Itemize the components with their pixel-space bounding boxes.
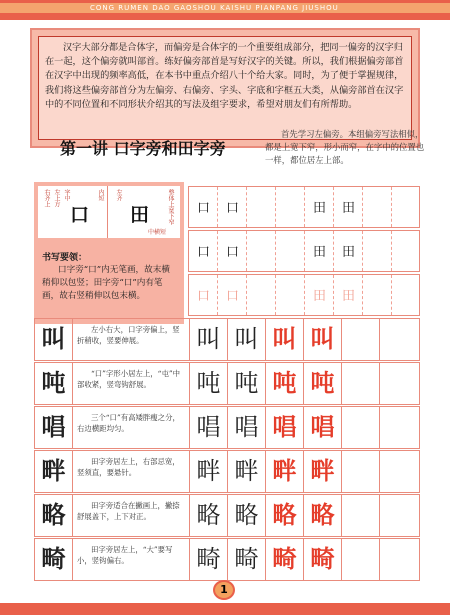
model-char: 唱 — [189, 407, 227, 448]
example-row — [34, 318, 420, 361]
example-desc: 三个“口”有高矮胖瘦之分，右边横距均匀。 — [77, 413, 180, 433]
example-char: 略 — [35, 495, 73, 536]
example-desc: 田字旁适合在撇画上，撇捺舒展盖下，上下对正。 — [77, 501, 180, 521]
model-char: 吨 — [189, 363, 227, 404]
demo-label: 左齐 — [115, 189, 122, 201]
grid-char-trace: 口 — [225, 289, 239, 304]
lesson-tip: 首先学习左偏旁。本组偏旁写法相似，都是上宽下窄，形小而窄，在字中的位置也一样，都位居左上部。 — [265, 129, 425, 165]
practice-grid-row — [188, 274, 420, 316]
demo-label: 字中 — [63, 189, 70, 201]
trace-char: 吨 — [303, 363, 341, 404]
practice-grid-row — [188, 186, 420, 228]
radical-demo — [38, 186, 180, 238]
model-char: 唱 — [227, 407, 265, 448]
demo-char-tian: 田 — [130, 204, 150, 226]
model-char: 吨 — [227, 363, 265, 404]
example-row — [34, 406, 420, 449]
grid-char: 田 — [312, 245, 326, 260]
example-row — [34, 494, 420, 537]
radical-demo-panel — [34, 182, 184, 324]
grid-char: 田 — [312, 201, 326, 216]
demo-label: 内短 — [97, 189, 104, 201]
model-char: 畔 — [189, 451, 227, 492]
grid-char: 田 — [341, 201, 355, 216]
trace-char: 叫 — [303, 319, 341, 360]
example-row — [34, 362, 420, 405]
demo-cell-kou — [38, 186, 108, 238]
model-char: 略 — [189, 495, 227, 536]
practice-grid-row — [188, 230, 420, 272]
trace-char: 吨 — [265, 363, 303, 404]
grid-char-trace: 口 — [196, 289, 210, 304]
demo-label: 整体上宽下窄 — [167, 189, 174, 225]
model-char: 叫 — [227, 319, 265, 360]
trace-char: 叫 — [265, 319, 303, 360]
demo-char-kou: 口 — [70, 204, 90, 226]
top-banner — [0, 0, 450, 20]
example-row — [34, 450, 420, 493]
bottom-banner — [0, 603, 450, 615]
example-char: 吨 — [35, 363, 73, 404]
lesson-title: 第一讲 口字旁和田字旁 — [60, 139, 226, 158]
model-char: 叫 — [189, 319, 227, 360]
example-desc: 左小右大，口字旁偏上，竖折稍收，竖要伸展。 — [77, 325, 180, 345]
trace-char: 畸 — [303, 539, 341, 580]
trace-char: 略 — [303, 495, 341, 536]
trace-char: 略 — [265, 495, 303, 536]
intro-text: 汉字大部分都是合体字，而偏旁是合体字的一个重要组成部分，把同一偏旁的汉字归在一起，这个偏旁就叫部首。练好偏旁部首是写好汉字的关键。所以，我们根据偏旁部首在汉字中出现的频率高低，在本书中重点介绍八十个给大家。同时，为了便于掌握规律，我们将这些偏旁部首分为左偏旁、右偏旁、字头、字底和字框五大类，从偏旁部首在汉字中的不同位置和不同形状介绍其的写法及组字要求，希望对朋友们有所帮助。 — [38, 36, 412, 140]
trace-char: 唱 — [303, 407, 341, 448]
grid-char: 口 — [225, 245, 239, 260]
trace-char: 畔 — [265, 451, 303, 492]
example-char: 唱 — [35, 407, 73, 448]
example-char: 畔 — [35, 451, 73, 492]
model-char: 畸 — [189, 539, 227, 580]
grid-char: 口 — [225, 201, 239, 216]
example-char: 畸 — [35, 539, 73, 580]
example-row — [34, 538, 420, 581]
demo-cell-tian — [108, 186, 180, 238]
page-number: 1 — [213, 580, 235, 600]
example-desc: 田字旁居左上，“大”要写小，竖钩偏右。 — [77, 545, 173, 565]
demo-label: 中横短 — [148, 229, 167, 236]
grid-char: 口 — [196, 201, 210, 216]
writing-text: 口字旁“口”内无笔画，故末横稍仰以包竖；田字旁“口”内有笔画，故右竖稍伸以包末横。 — [42, 265, 170, 301]
writing-heading: 书写要领： — [42, 253, 88, 263]
model-char: 略 — [227, 495, 265, 536]
trace-char: 唱 — [265, 407, 303, 448]
example-char: 叫 — [35, 319, 73, 360]
grid-char-trace: 田 — [341, 289, 355, 304]
grid-char-trace: 田 — [312, 289, 326, 304]
trace-char: 畔 — [303, 451, 341, 492]
demo-label: 左上方 — [53, 189, 60, 207]
example-desc: “口”字形小居左上，“屯”中部收紧，竖弯钩舒展。 — [77, 369, 181, 389]
example-desc: 田字旁居左上，右部忌宽，竖须直，要悬针。 — [77, 457, 180, 477]
model-char: 畔 — [227, 451, 265, 492]
running-title: CONG RUMEN DAO GAOSHOU KAISHU PIANPANG JIUSHOU — [90, 4, 339, 12]
grid-char: 口 — [196, 245, 210, 260]
grid-char: 田 — [341, 245, 355, 260]
trace-char: 畸 — [265, 539, 303, 580]
model-char: 畸 — [227, 539, 265, 580]
demo-label: 右齐上 — [43, 189, 50, 207]
